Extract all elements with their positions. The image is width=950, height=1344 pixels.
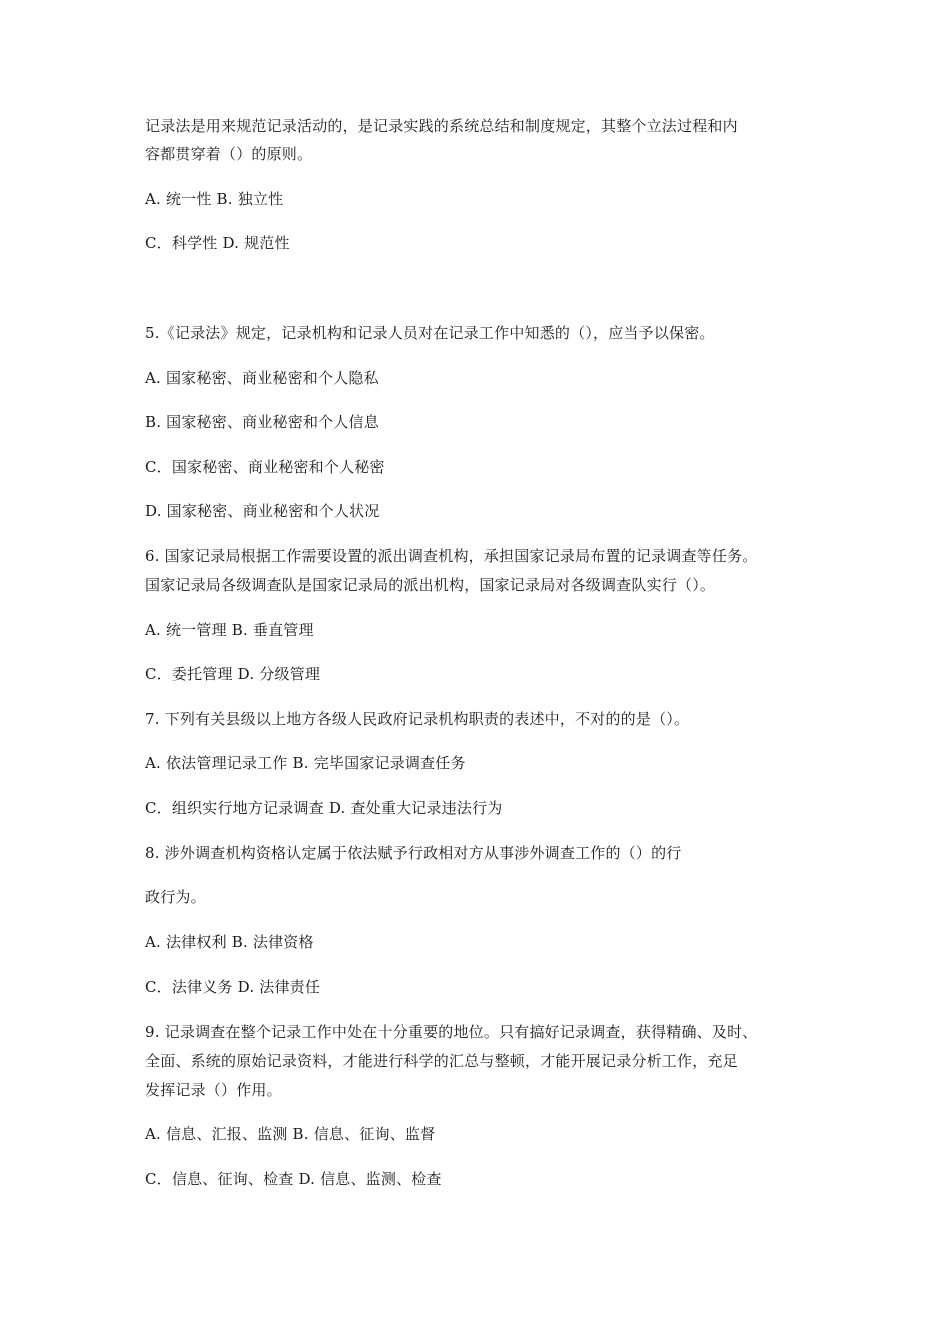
- question-7-options-ab: A. 依法管理记录工作 B. 完毕国家记录调查任务: [145, 754, 466, 772]
- question-8-stem-line-1: 8. 涉外调查机构资格认定属于依法赋予行政相对方从事涉外调查工作的（）的行: [145, 844, 682, 862]
- question-7-stem: 7. 下列有关县级以上地方各级人民政府记录机构职责的表述中，不对的的是（）。: [145, 710, 690, 728]
- question-4-options-ab: A. 统一性 B. 独立性: [145, 190, 284, 208]
- question-9-stem-line-2: 全面、系统的原始记录资料，才能进行科学的汇总与整顿，才能开展记录分析工作，充足: [145, 1052, 738, 1070]
- question-7-options-cd: C．组织实行地方记录调查 D. 查处重大记录违法行为: [145, 799, 503, 817]
- question-5-stem: 5.《记录法》规定，记录机构和记录人员对在记录工作中知悉的（），应当予以保密。: [145, 324, 715, 342]
- question-6-stem-line-2: 国家记录局各级调查队是国家记录局的派出机构，国家记录局对各级调查队实行（）。: [145, 576, 716, 594]
- question-5-option-d: D. 国家秘密、商业秘密和个人状况: [145, 502, 380, 520]
- question-9-options-cd: C．信息、征询、检查 D. 信息、监测、检查: [145, 1170, 442, 1188]
- question-4-stem-line-1: 记录法是用来规范记录活动的，是记录实践的系统总结和制度规定，其整个立法过程和内: [145, 117, 738, 135]
- question-6-options-cd: C．委托管理 D. 分级管理: [145, 665, 321, 683]
- question-5-option-c: C．国家秘密、商业秘密和个人秘密: [145, 458, 385, 476]
- question-8-options-cd: C．法律义务 D. 法律责任: [145, 978, 321, 996]
- question-4-options-cd: C．科学性 D. 规范性: [145, 234, 290, 252]
- question-9-stem-line-3: 发挥记录（）作用。: [145, 1081, 282, 1099]
- question-5-option-a: A. 国家秘密、商业秘密和个人隐私: [145, 369, 379, 387]
- question-9-options-ab: A. 信息、汇报、监测 B. 信息、征询、监督: [145, 1125, 436, 1143]
- question-8-stem-line-2: 政行为。: [145, 888, 206, 906]
- question-8-options-ab: A. 法律权利 B. 法律资格: [145, 933, 314, 951]
- question-9-stem-line-1: 9. 记录调查在整个记录工作中处在十分重要的地位。只有搞好记录调查，获得精确、及时、: [145, 1023, 758, 1041]
- question-4-stem-line-2: 容都贯穿着（）的原则。: [145, 145, 313, 163]
- question-5-option-b: B. 国家秘密、商业秘密和个人信息: [145, 413, 379, 431]
- question-6-options-ab: A. 统一管理 B. 垂直管理: [145, 621, 314, 639]
- question-6-stem-line-1: 6. 国家记录局根据工作需要设置的派出调查机构，承担国家记录局布置的记录调查等任务。: [145, 547, 758, 565]
